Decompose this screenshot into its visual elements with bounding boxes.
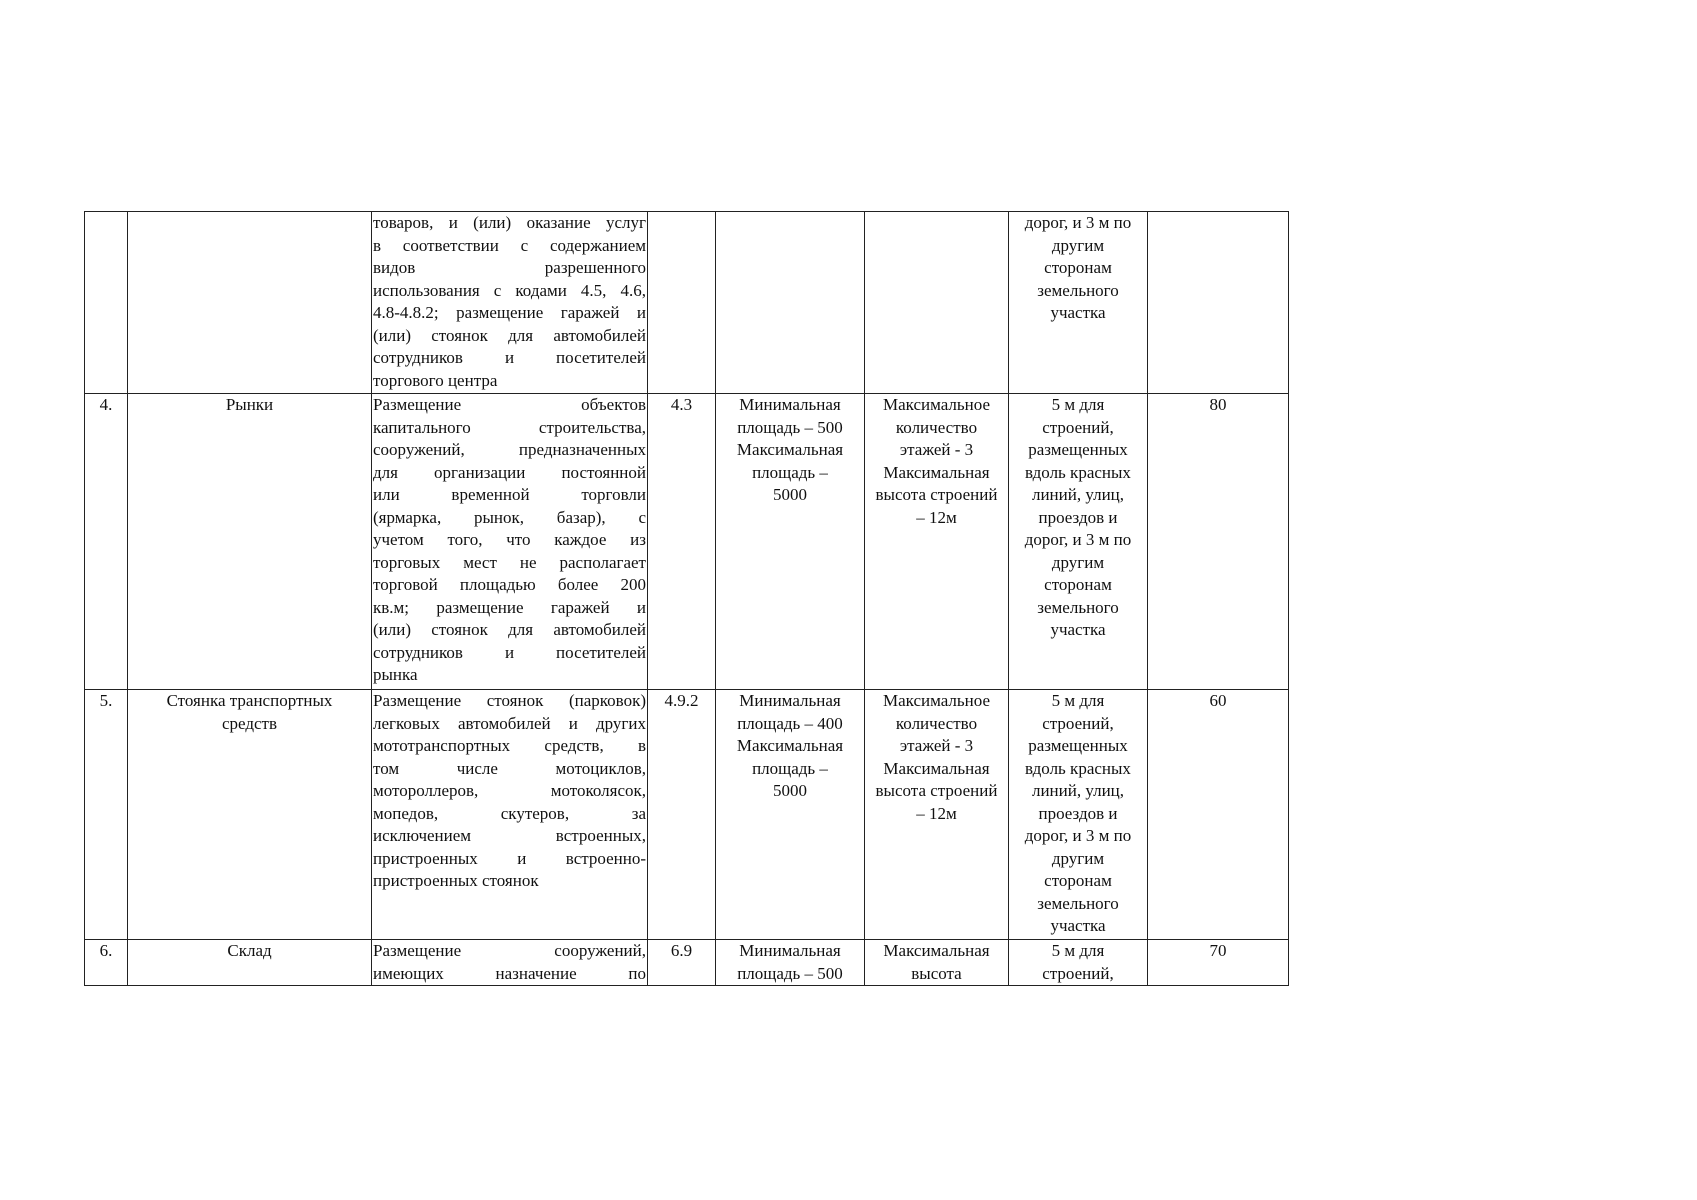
cell-line: учетом того, что каждое из: [373, 530, 646, 549]
building-params-cell: [865, 690, 1009, 940]
cell-line: мототранспортных средств, в: [373, 736, 646, 755]
cell-line: вдоль красных: [1025, 462, 1131, 482]
coverage-percent-cell: [1148, 940, 1289, 986]
cell-line: легковых автомобилей и других: [373, 713, 646, 733]
cell-line: сторонам: [1044, 258, 1112, 277]
cell-line: размещенных: [1028, 440, 1128, 459]
cell-line: количество: [895, 713, 978, 733]
cell-line: дорог, и 3 м по: [1024, 213, 1132, 232]
cell-line: (или) стоянок для автомобилей: [373, 620, 646, 639]
plot-area-cell: [716, 690, 865, 940]
use-name-cell: [128, 394, 372, 690]
cell-line: Размещение стоянок (парковок): [373, 691, 646, 710]
cell-line: 6.: [99, 941, 113, 960]
cell-line: 6.9: [670, 941, 693, 960]
cell-line: сотрудников и посетителей: [373, 642, 646, 662]
cell-line: Минимальная: [739, 691, 841, 710]
cell-line: сооружений, предназначенных: [373, 440, 646, 459]
cell-line: 4.: [99, 395, 113, 414]
cell-line: Склад: [227, 941, 272, 960]
table-body: [85, 212, 1289, 986]
cell-line: 5000: [773, 485, 807, 504]
cell-line: 4.3: [670, 395, 693, 414]
coverage-percent-cell: [1148, 394, 1289, 690]
cell-line: для организации постоянной: [373, 462, 646, 482]
setback-cell: [1009, 690, 1148, 940]
cell-line: размещенных: [1028, 736, 1128, 755]
cell-line: вдоль красных: [1025, 758, 1131, 778]
cell-line: другим: [1051, 848, 1105, 868]
cell-line: высота строений: [875, 781, 998, 800]
cell-line: Максимальная: [883, 941, 990, 960]
cell-line: 5 м для: [1051, 941, 1105, 960]
cell-line: имеющих назначение по: [373, 963, 646, 983]
cell-line: пристроенных стоянок: [373, 871, 539, 890]
cell-line: исключением встроенных,: [373, 826, 646, 845]
cell-line: использования с кодами 4.5, 4.6,: [373, 280, 646, 300]
use-code-cell: [648, 212, 716, 394]
row-number-cell: [85, 212, 128, 394]
cell-line: Стоянка транспортных: [166, 691, 333, 710]
cell-line: Минимальная: [739, 941, 841, 960]
cell-line: количество: [895, 417, 978, 437]
cell-line: пристроенных и встроенно-: [373, 848, 646, 868]
cell-line: или временной торговли: [373, 485, 646, 504]
setback-cell: [1009, 394, 1148, 690]
cell-line: 70: [1209, 941, 1227, 960]
use-code-cell: [648, 690, 716, 940]
table-row: [85, 690, 1289, 940]
use-description-cell: [372, 940, 648, 986]
cell-line: площадь – 500: [737, 963, 843, 983]
cell-line: Размещение сооружений,: [373, 941, 646, 960]
table-row: [85, 212, 1289, 394]
cell-line: 5.: [99, 691, 113, 710]
cell-line: высота строений: [875, 485, 998, 504]
cell-line: этажей - 3: [899, 440, 974, 459]
cell-line: 5000: [773, 781, 807, 800]
plot-area-cell: [716, 940, 865, 986]
cell-line: проездов и: [1038, 507, 1118, 527]
cell-line: рынка: [373, 665, 418, 684]
cell-line: торговых мест не располагает: [373, 552, 646, 572]
cell-line: 4.8-4.8.2; размещение гаражей и: [373, 303, 646, 322]
cell-line: торгового центра: [373, 370, 498, 390]
cell-line: торговой площадью более 200: [373, 575, 646, 594]
plot-area-cell: [716, 394, 865, 690]
cell-line: сотрудников и посетителей: [373, 348, 646, 367]
cell-line: мотороллеров, мотоколясок,: [373, 781, 646, 800]
plot-area-cell: [716, 212, 865, 394]
cell-line: проездов и: [1038, 803, 1118, 823]
cell-line: видов разрешенного: [373, 258, 646, 277]
cell-line: Максимальное: [882, 395, 991, 414]
cell-line: земельного: [1037, 893, 1119, 913]
cell-line: Максимальное: [882, 691, 991, 710]
building-params-cell: [865, 212, 1009, 394]
coverage-percent-cell: [1148, 690, 1289, 940]
use-name-cell: [128, 940, 372, 986]
cell-line: другим: [1051, 552, 1105, 572]
zoning-table: [84, 211, 1289, 986]
cell-line: 5 м для: [1051, 395, 1105, 414]
cell-line: сторонам: [1044, 871, 1112, 890]
cell-line: – 12м: [916, 507, 957, 527]
cell-line: строений,: [1042, 417, 1114, 437]
table-row: [85, 394, 1289, 690]
use-name-cell: [128, 212, 372, 394]
cell-line: площадь –: [752, 462, 828, 482]
use-description-cell: [372, 690, 648, 940]
table-row: [85, 940, 1289, 986]
cell-line: том числе мотоциклов,: [373, 758, 646, 778]
cell-line: земельного: [1037, 280, 1119, 300]
cell-line: строений,: [1042, 713, 1114, 733]
cell-line: Максимальная: [883, 758, 990, 778]
cell-line: (ярмарка, рынок, базар), с: [373, 507, 646, 527]
use-code-cell: [648, 394, 716, 690]
cell-line: 60: [1209, 691, 1227, 710]
cell-line: в соответствии с содержанием: [373, 235, 646, 255]
cell-line: товаров, и (или) оказание услуг: [373, 213, 646, 232]
cell-line: Рынки: [225, 395, 274, 414]
cell-line: 80: [1209, 395, 1227, 414]
building-params-cell: [865, 940, 1009, 986]
cell-line: площадь –: [752, 758, 828, 778]
coverage-percent-cell: [1148, 212, 1289, 394]
cell-line: линий, улиц,: [1031, 781, 1125, 800]
row-number-cell: [85, 940, 128, 986]
row-number-cell: [85, 394, 128, 690]
cell-line: этажей - 3: [899, 736, 974, 755]
cell-line: 5 м для: [1051, 691, 1105, 710]
cell-line: участка: [1050, 303, 1106, 322]
use-name-cell: [128, 690, 372, 940]
cell-line: линий, улиц,: [1031, 485, 1125, 504]
cell-line: дорог, и 3 м по: [1024, 530, 1132, 549]
cell-line: другим: [1051, 235, 1105, 255]
cell-line: площадь – 400: [737, 713, 843, 733]
setback-cell: [1009, 212, 1148, 394]
cell-line: средств: [221, 713, 278, 733]
cell-line: – 12м: [916, 803, 957, 823]
cell-line: высота: [911, 963, 962, 983]
setback-cell: [1009, 940, 1148, 986]
cell-line: земельного: [1037, 597, 1119, 617]
cell-line: Максимальная: [736, 440, 844, 459]
cell-line: сторонам: [1044, 575, 1112, 594]
cell-line: участка: [1050, 620, 1106, 639]
use-description-cell: [372, 394, 648, 690]
building-params-cell: [865, 394, 1009, 690]
cell-line: Размещение объектов: [373, 395, 646, 414]
cell-line: Максимальная: [883, 462, 990, 482]
row-number-cell: [85, 690, 128, 940]
cell-line: (или) стоянок для автомобилей: [373, 325, 646, 345]
cell-line: строений,: [1042, 963, 1114, 983]
cell-line: площадь – 500: [737, 417, 843, 437]
cell-line: участка: [1050, 916, 1106, 935]
cell-line: 4.9.2: [664, 691, 699, 710]
use-description-cell: [372, 212, 648, 394]
cell-line: Максимальная: [736, 736, 844, 755]
cell-line: мопедов, скутеров, за: [373, 803, 646, 823]
cell-line: дорог, и 3 м по: [1024, 826, 1132, 845]
cell-line: Минимальная: [739, 395, 841, 414]
use-code-cell: [648, 940, 716, 986]
cell-line: кв.м; размещение гаражей и: [373, 597, 646, 617]
cell-line: капитального строительства,: [373, 417, 646, 437]
